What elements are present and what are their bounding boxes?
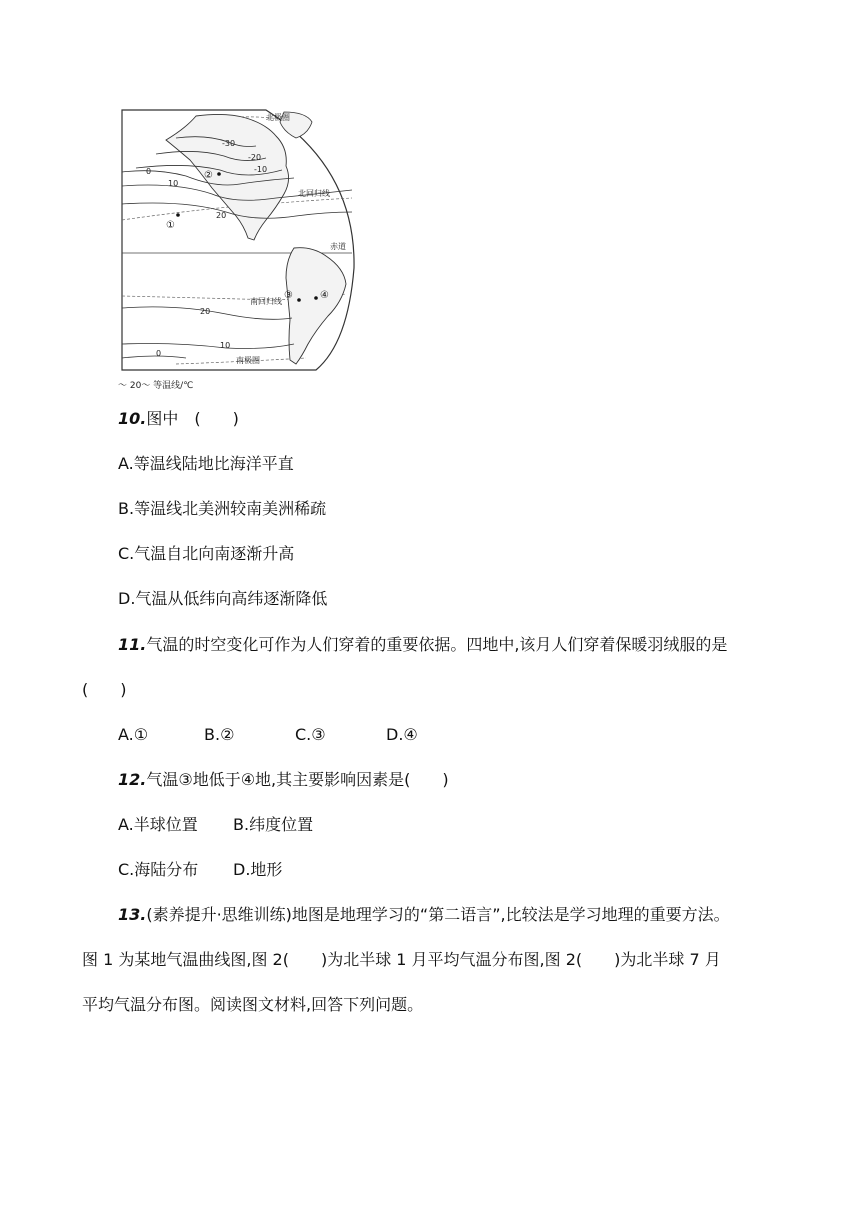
- q12-stem-text: 气温③地低于④地,其主要影响因素是( ): [146, 770, 449, 789]
- q11-option-d: D.④: [386, 725, 418, 744]
- q12-stem: [118, 769, 449, 791]
- point-1-dot: [176, 213, 180, 217]
- q11-options: [118, 724, 418, 746]
- q10-number: 10.: [118, 409, 147, 428]
- q11-stem: [118, 634, 727, 656]
- q12-option-d: D.地形: [233, 860, 283, 879]
- point-2-dot: [217, 172, 221, 176]
- isotherm-label-minus20: -20: [248, 153, 262, 162]
- isotherm-label-0-south: 0: [156, 349, 162, 358]
- arctic-circle-label: 北极圈: [266, 113, 290, 122]
- q11-number: 11.: [118, 635, 147, 654]
- q12-options-row2: [118, 859, 282, 881]
- q11-option-a: A.①: [118, 725, 149, 744]
- isotherm-label-minus10: -10: [254, 165, 268, 174]
- isotherm-label-minus30: -30: [222, 139, 236, 148]
- isotherm-label-0: 0: [146, 167, 152, 176]
- tropic-capricorn-label: 南回归线: [250, 297, 282, 306]
- isotherm-map: [116, 108, 356, 393]
- q12-options-row1: [118, 814, 313, 836]
- q10-blank: ( ): [194, 409, 239, 428]
- antarctic-circle-label: 南极圈: [236, 356, 260, 365]
- point-2-label: ②: [204, 170, 213, 181]
- isotherm-map-svg: [116, 108, 356, 393]
- q10-option-a: A.等温线陆地比海洋平直: [118, 454, 294, 473]
- q13-line1: [118, 904, 730, 926]
- q10-stem: [118, 408, 239, 430]
- q13-line3: 平均气温分布图。阅读图文材料,回答下列问题。: [82, 995, 424, 1014]
- q11-stem-text: 气温的时空变化可作为人们穿着的重要依据。四地中,该月人们穿着保暖羽绒服的是: [146, 635, 728, 654]
- point-4-dot: [314, 296, 318, 300]
- tropic-cancer-label: 北回归线: [298, 189, 330, 198]
- point-3-label: ③: [284, 290, 293, 301]
- q13-line1-text: (素养提升·思维训练)地图是地理学习的“第二语言”,比较法是学习地理的重要方法。: [146, 905, 730, 924]
- q11-option-c: C.③: [295, 725, 326, 744]
- isotherm-label-20-south: 20: [200, 307, 211, 316]
- q12-option-a: A.半球位置: [118, 815, 198, 834]
- q12-number: 12.: [118, 770, 147, 789]
- q10-stem-text: 图中: [146, 409, 179, 428]
- q11-option-b: B.②: [204, 725, 235, 744]
- equator-label: 赤道: [330, 242, 346, 251]
- q10-option-c: C.气温自北向南逐渐升高: [118, 544, 295, 563]
- isotherm-label-10: 10: [168, 179, 179, 188]
- q12-option-c: C.海陆分布: [118, 860, 199, 879]
- q13-line2: 图 1 为某地气温曲线图,图 2( )为北半球 1 月平均气温分布图,图 2( )为北半球 7 月: [82, 950, 721, 969]
- isotherm-label-10-south: 10: [220, 341, 231, 350]
- point-1-label: ①: [166, 220, 175, 231]
- q10-option-d: D.气温从低纬向高纬逐渐降低: [118, 589, 328, 608]
- isotherm-label-20-north: 20: [216, 211, 227, 220]
- point-4-label: ④: [320, 290, 329, 301]
- q11-blank: ( ): [82, 680, 127, 699]
- q10-option-b: B.等温线北美洲较南美洲稀疏: [118, 499, 327, 518]
- q12-option-b: B.纬度位置: [233, 815, 314, 834]
- point-3-dot: [297, 298, 301, 302]
- q13-number: 13.: [118, 905, 147, 924]
- map-legend: ～ 20～ 等温线/℃: [118, 381, 194, 391]
